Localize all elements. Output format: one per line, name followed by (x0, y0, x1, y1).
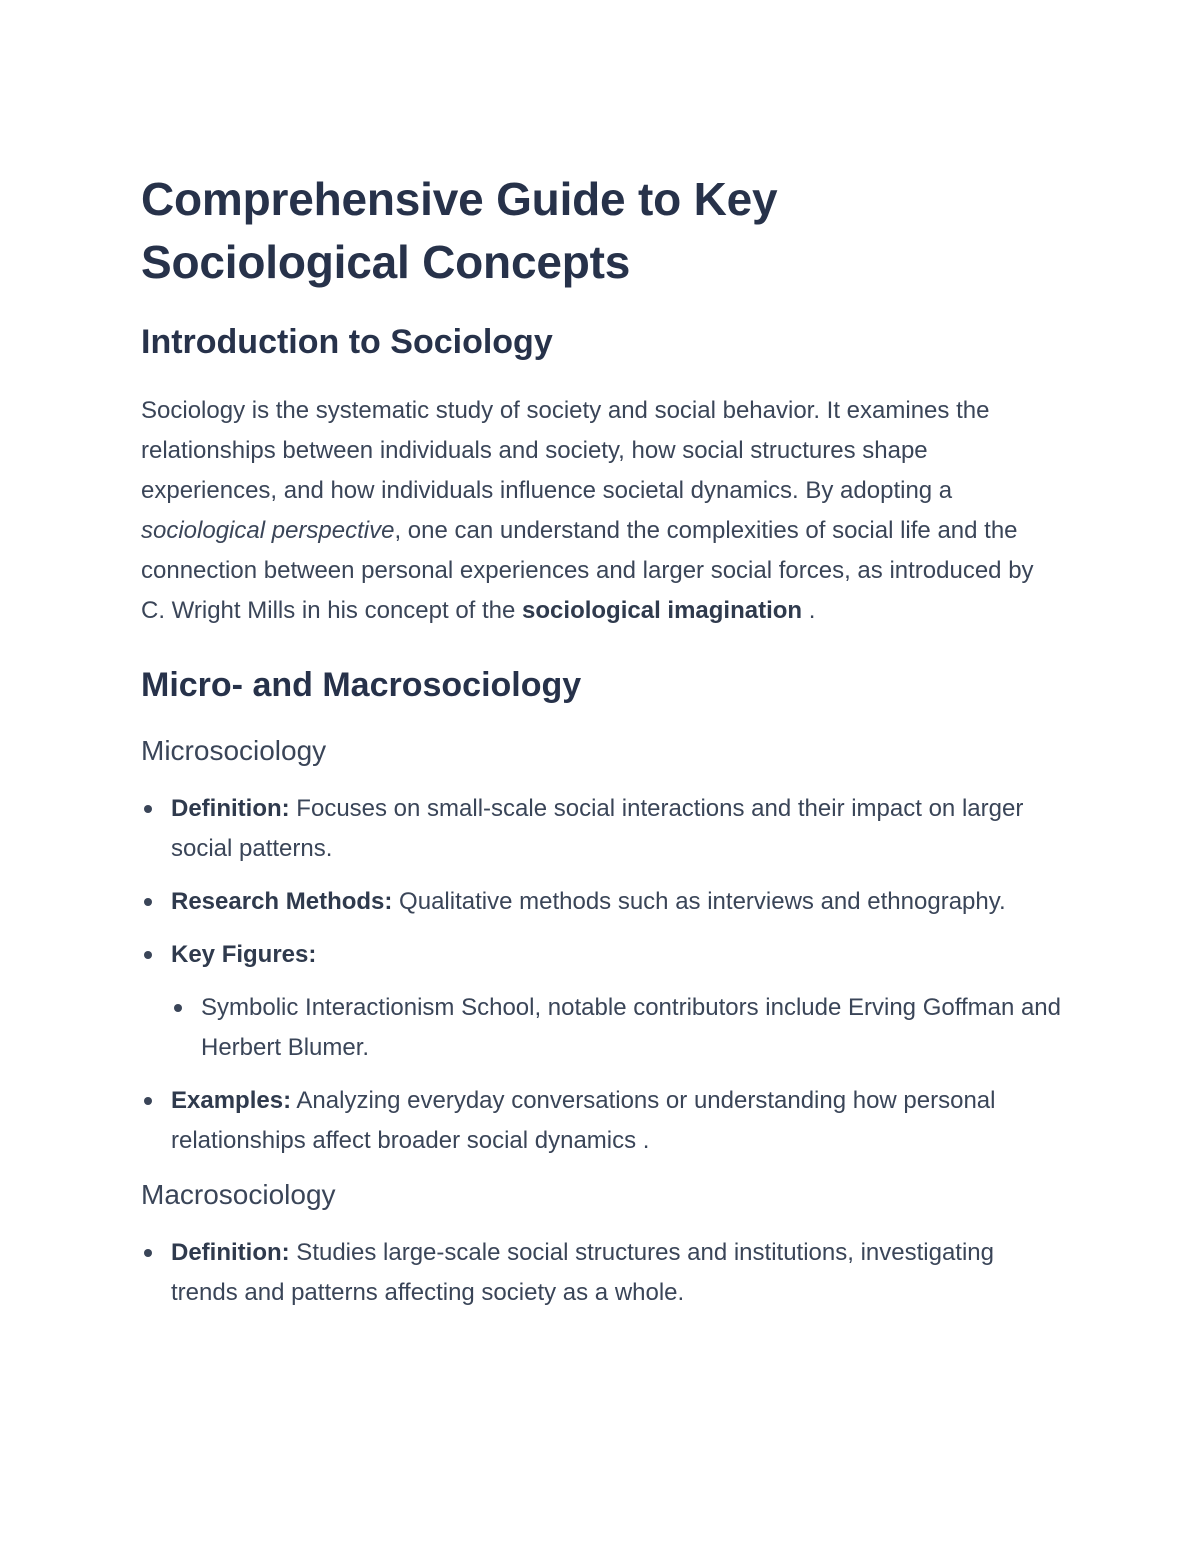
title-line-2: Sociological Concepts (141, 236, 631, 288)
sublist-item-text: Symbolic Interactionism School, notable contributors include Erving Goffman and Herbert Blumer. (201, 994, 1062, 1061)
item-text: Analyzing everyday conversations or understanding how personal relationships affect broader social dynamics . (171, 1087, 996, 1154)
item-label: Examples: (171, 1087, 292, 1114)
list-item (141, 1233, 1061, 1313)
intro-emphasis: sociological perspective (141, 517, 395, 544)
list-item (141, 1081, 1061, 1161)
item-label: Research Methods: (171, 888, 393, 915)
item-label: Definition: (171, 1239, 290, 1266)
title-line-1: Comprehensive Guide to Key (141, 173, 778, 225)
key-figures-sublist (171, 988, 1061, 1068)
bullet-icon (144, 1097, 152, 1105)
document-title (141, 168, 1061, 294)
item-text: Qualitative methods such as interviews and ethnography. (392, 888, 1006, 915)
list-item (141, 882, 1061, 922)
item-text: Studies large-scale social structures and institutions, investigating trends and patterns affecting society as a whole. (171, 1239, 994, 1306)
sublist-item (171, 988, 1061, 1068)
microsociology-list (141, 789, 1061, 1161)
intro-text-end: . (802, 597, 816, 624)
subheading-microsociology: Microsociology (141, 735, 327, 766)
item-label: Definition: (171, 795, 290, 822)
intro-text-2: , one can understand the complexities of social life and the connection between personal experiences and larger social forces, as introduced by C. Wright Mills in his concept of the (141, 517, 1034, 624)
list-item (141, 935, 1061, 1068)
item-label: Key Figures: (171, 941, 317, 968)
intro-text-1: Sociology is the systematic study of society and social behavior. It examines the relationships between individuals and society, how social structures shape experiences, and how individuals influence societal dynamics. By adopting a (141, 397, 990, 504)
bullet-icon (144, 805, 152, 813)
intro-paragraph (141, 391, 1061, 631)
intro-strong: sociological imagination (522, 597, 803, 624)
bullet-icon (144, 898, 152, 906)
subheading-macrosociology: Macrosociology (141, 1179, 336, 1210)
macrosociology-list (141, 1233, 1061, 1313)
bullet-icon (174, 1004, 182, 1012)
section-heading-micro-macro: Micro- and Macrosociology (141, 666, 582, 704)
section-heading-introduction: Introduction to Sociology (141, 323, 553, 361)
document-page (141, 168, 1061, 1326)
list-item (141, 789, 1061, 869)
item-text: Focuses on small-scale social interactions and their impact on larger social patterns. (171, 795, 1024, 862)
bullet-icon (144, 951, 152, 959)
bullet-icon (144, 1249, 152, 1257)
